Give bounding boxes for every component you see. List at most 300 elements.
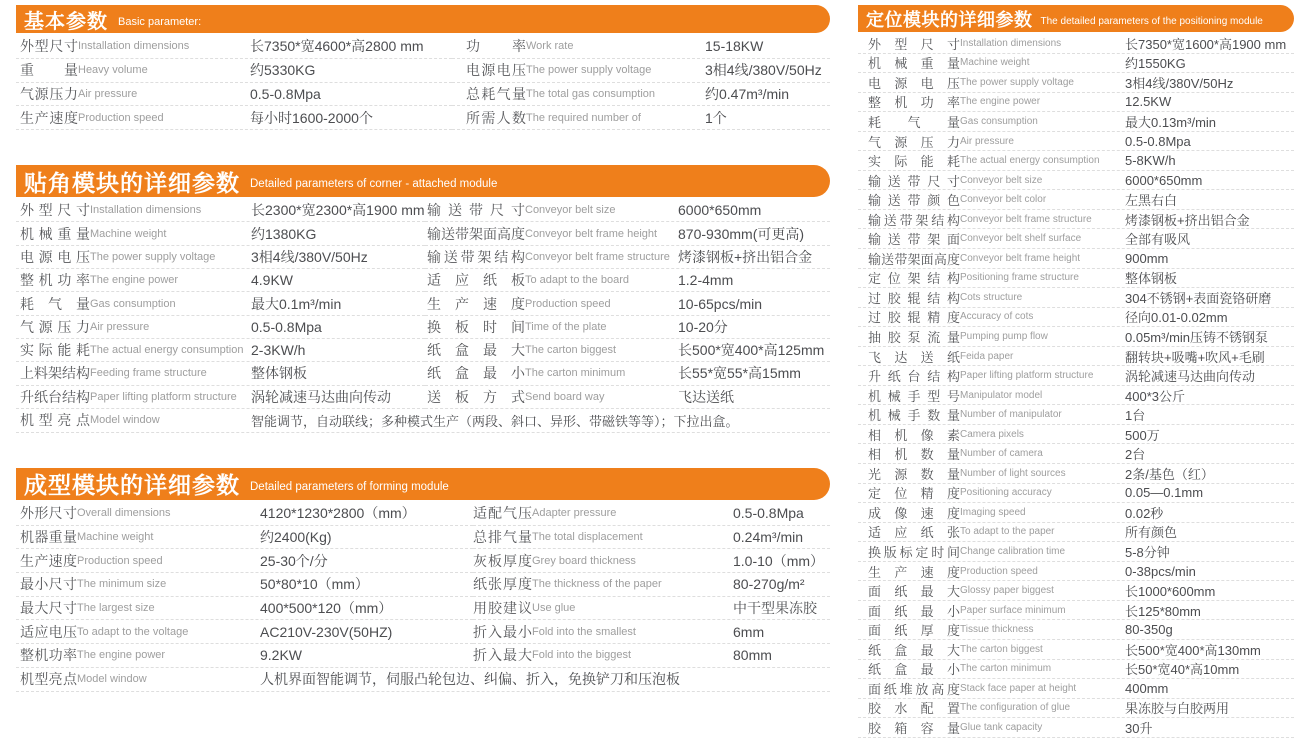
- param-label-zh: 重量: [20, 62, 78, 79]
- param-label-en: The carton minimum: [960, 663, 1052, 675]
- param-label-en: Installation dimensions: [90, 204, 202, 217]
- section-corner-module: [16, 165, 830, 433]
- param-label-en: The configuration of glue: [960, 702, 1071, 714]
- corner-left-rows: [16, 199, 425, 409]
- param-label-zh: 适应纸板: [427, 272, 525, 289]
- param-label-en: Positioning accuracy: [960, 487, 1052, 499]
- param-label-en: Feida paper: [960, 350, 1014, 362]
- param-label-zh: 耗气量: [20, 295, 90, 312]
- param-label-en: Number of camera: [960, 448, 1043, 460]
- param-value: 0.05—0.1mm: [1125, 485, 1204, 501]
- param-label-zh: 用胶建议: [473, 599, 532, 616]
- param-label-en: Imaging speed: [960, 506, 1026, 518]
- section-forming-header: [16, 468, 830, 500]
- param-label-en: The power supply voltage: [526, 64, 652, 77]
- param-label-en: Air pressure: [960, 135, 1014, 147]
- param-label-zh: 面纸厚度: [868, 623, 960, 639]
- spec-row: [452, 106, 830, 130]
- param-label-en: The engine power: [960, 96, 1041, 108]
- section-title-en: Basic parameter:: [118, 16, 202, 28]
- param-label-zh: 输送带颜色: [868, 193, 960, 209]
- param-value: 全部有吸风: [1125, 232, 1191, 248]
- param-label-en: The minimum size: [77, 578, 167, 591]
- param-label-zh: 机器重量: [20, 528, 77, 545]
- param-value: 6000*650mm: [678, 202, 762, 219]
- param-value: 最大0.1m³/min: [251, 295, 342, 312]
- param-label-en: The power supply voltage: [90, 250, 216, 263]
- param-value: 约2400(Kg): [260, 528, 332, 545]
- param-label-zh: 耗气量: [868, 114, 960, 130]
- param-label-en: Production speed: [525, 297, 611, 310]
- param-value: 约1550KG: [1125, 56, 1186, 72]
- spec-row: [858, 562, 1294, 582]
- param-label-en: The power supply voltage: [960, 76, 1074, 88]
- spec-row: [16, 549, 473, 573]
- corner-right-rows: [425, 199, 830, 409]
- param-value: 长7350*宽1600*高1900 mm: [1125, 36, 1287, 52]
- param-label-en: The total displacement: [532, 530, 643, 543]
- spec-row: [858, 249, 1294, 269]
- param-label-zh: 过胶辊精度: [868, 310, 960, 326]
- spec-row: [858, 444, 1294, 464]
- param-value: 0.05m³/min压铸不锈钢泵: [1125, 329, 1269, 345]
- section-forming-module: [16, 468, 830, 692]
- spec-row: [858, 210, 1294, 230]
- spec-row: [858, 718, 1294, 738]
- spec-row: [858, 190, 1294, 210]
- right-column: [858, 5, 1294, 738]
- param-label-zh: 纸张厚度: [473, 576, 532, 593]
- spec-row: [858, 34, 1294, 54]
- section-title-en: Detailed parameters of forming module: [250, 480, 449, 493]
- param-label-en: Paper lifting platform structure: [90, 390, 237, 403]
- param-label-zh: 折入最小: [473, 623, 532, 640]
- spec-row: [16, 199, 425, 222]
- param-label-zh: 最大尺寸: [20, 599, 77, 616]
- param-label-en: Fold into the biggest: [532, 649, 632, 662]
- spec-row: [425, 316, 830, 339]
- param-value: 500万: [1125, 427, 1160, 443]
- spec-row: [425, 269, 830, 292]
- param-label-en: The required number of: [526, 111, 641, 124]
- param-label-en: The carton biggest: [960, 643, 1043, 655]
- forming-right-rows: [473, 502, 830, 668]
- param-value: 0.5-0.8Mpa: [733, 505, 804, 522]
- spec-row: [425, 292, 830, 315]
- param-value: 2-3KW/h: [251, 342, 306, 359]
- spec-row: [425, 362, 830, 385]
- param-label-en: To adapt to the paper: [960, 526, 1055, 538]
- spec-row: [16, 620, 473, 644]
- spec-row: [858, 229, 1294, 249]
- spec-row: [16, 526, 473, 550]
- param-value: 0.5-0.8Mpa: [250, 85, 321, 102]
- param-label-en: The carton biggest: [525, 344, 617, 357]
- param-label-zh: 输送带架结构: [868, 212, 960, 228]
- param-label-zh: 输送带架面: [868, 232, 960, 248]
- param-label-en: The thickness of the paper: [532, 578, 662, 591]
- spec-row: [858, 366, 1294, 386]
- param-label-en: Air pressure: [90, 320, 150, 333]
- param-value: 所有颜色: [1125, 525, 1178, 541]
- section-basic: [16, 5, 830, 130]
- param-label-en: Stack face paper at height: [960, 682, 1077, 694]
- param-label-zh: 生产速度: [20, 109, 78, 126]
- spec-row: [858, 640, 1294, 660]
- param-value: 80-350g: [1125, 622, 1173, 638]
- section-title-en: The detailed parameters of the positioning module: [1040, 16, 1263, 27]
- param-label-zh: 机械手型号: [868, 388, 960, 404]
- param-label-en: Gas consumption: [960, 115, 1038, 127]
- param-label-en: Send board way: [525, 390, 605, 403]
- param-value: 4.9KW: [251, 272, 294, 289]
- param-label-zh: 升纸台结构: [20, 388, 90, 405]
- param-value: 智能调节，自动联线；多种模式生产（两段、斜口、异形、带磁铁等等）；下拉出盒。: [251, 413, 739, 429]
- param-label-en: Use glue: [532, 601, 576, 614]
- spec-row: [473, 502, 830, 526]
- spec-row: [858, 405, 1294, 425]
- spec-row: [858, 327, 1294, 347]
- param-label-en: Pumping pump flow: [960, 330, 1048, 342]
- param-label-zh: 电源电压: [20, 248, 90, 265]
- basic-left-rows: [16, 35, 452, 130]
- param-value: 400*500*120（mm）: [260, 599, 393, 616]
- param-value: 30升: [1125, 720, 1153, 736]
- param-label-en: Gas consumption: [90, 297, 176, 310]
- spec-row: [858, 269, 1294, 289]
- param-value: 3相4线/380V/50Hz: [1125, 75, 1234, 91]
- param-label-en: Installation dimensions: [960, 37, 1062, 49]
- param-value: AC210V-230V(50HZ): [260, 623, 393, 640]
- spec-row: [858, 308, 1294, 328]
- spec-row: [858, 54, 1294, 74]
- param-label-en: Conveyor belt frame height: [525, 227, 658, 240]
- param-value: 长500*宽400*高125mm: [678, 342, 825, 359]
- spec-row: [16, 502, 473, 526]
- param-label-zh: 电源电压: [868, 75, 960, 91]
- param-label-en: Production speed: [77, 554, 163, 567]
- spec-row: [473, 644, 830, 668]
- spec-row: [16, 339, 425, 362]
- param-value: 50*80*10（mm）: [260, 576, 369, 593]
- param-label-en: Change calibration time: [960, 545, 1066, 557]
- section-title-zh: 基本参数: [24, 10, 108, 33]
- spec-row: [16, 597, 473, 621]
- param-value: 2条/基色（红）: [1125, 466, 1214, 482]
- param-label-en: Accuracy of cots: [960, 311, 1034, 323]
- model-highlight-row: [16, 668, 830, 692]
- param-value: 0-38pcs/min: [1125, 563, 1196, 579]
- spec-row: [452, 83, 830, 107]
- spec-row: [858, 386, 1294, 406]
- param-label-zh: 整机功率: [868, 95, 960, 111]
- param-value: 1.0-10（mm）: [733, 552, 825, 569]
- param-label-en: Model window: [90, 414, 160, 427]
- param-value: 1.2-4mm: [678, 272, 734, 289]
- spec-row: [858, 484, 1294, 504]
- section-corner-header: [16, 165, 830, 197]
- param-value: 整体钢板: [1125, 271, 1178, 287]
- param-value: 烤漆钢板+挤出铝合金: [678, 248, 813, 265]
- param-label-zh: 所需人数: [466, 109, 526, 126]
- left-column: [16, 5, 830, 692]
- param-label-en: Feeding frame structure: [90, 367, 207, 380]
- param-value: 15-18KW: [705, 38, 764, 55]
- param-label-zh: 外型尺寸: [20, 38, 78, 55]
- param-label-en: Number of manipulator: [960, 409, 1062, 421]
- spec-row: [858, 347, 1294, 367]
- spec-row: [16, 316, 425, 339]
- param-label-zh: 输送带尺寸: [427, 202, 525, 219]
- param-value: 400*3公斤: [1125, 388, 1185, 404]
- param-label-zh: 面纸最大: [868, 584, 960, 600]
- param-label-zh: 生产速度: [20, 552, 77, 569]
- param-label-zh: 实际能耗: [20, 342, 90, 359]
- param-label-en: Conveyor belt size: [960, 174, 1043, 186]
- param-label-en: Machine weight: [960, 57, 1030, 69]
- basic-right-rows: [452, 35, 830, 130]
- param-label-en: Paper lifting platform structure: [960, 370, 1094, 382]
- param-label-zh: 机械手数量: [868, 408, 960, 424]
- param-value: 长55*宽55*高15mm: [678, 365, 801, 382]
- param-label-en: To adapt to the board: [525, 274, 629, 287]
- param-label-en: Paper surface minimum: [960, 604, 1066, 616]
- param-label-en: Adapter pressure: [532, 507, 617, 520]
- param-label-zh: 灰板厚度: [473, 552, 532, 569]
- spec-row: [858, 151, 1294, 171]
- spec-row: [858, 425, 1294, 445]
- section-positioning-header: [858, 5, 1294, 32]
- param-value: 长125*80mm: [1125, 603, 1201, 619]
- spec-row: [16, 269, 425, 292]
- param-value: 25-30个/分: [260, 552, 328, 569]
- param-label-zh: 胶水配置: [868, 701, 960, 717]
- spec-row: [858, 93, 1294, 113]
- param-label-zh: 机型亮点: [20, 671, 77, 688]
- param-value: 径向0.01-0.02mm: [1125, 310, 1228, 326]
- spec-row: [858, 679, 1294, 699]
- param-label-zh: 外型尺寸: [868, 36, 960, 52]
- param-label-zh: 抽胶泵流量: [868, 329, 960, 345]
- param-label-zh: 定位架结构: [868, 271, 960, 287]
- param-label-en: Air pressure: [78, 87, 138, 100]
- param-label-zh: 升纸台结构: [868, 369, 960, 385]
- param-label-en: Grey board thickness: [532, 554, 636, 567]
- section-title-zh: 定位模块的详细参数: [866, 9, 1033, 30]
- param-label-zh: 光源数量: [868, 466, 960, 482]
- param-label-zh: 实际能耗: [868, 154, 960, 170]
- param-label-en: Work rate: [526, 40, 574, 53]
- param-label-en: Glossy paper biggest: [960, 585, 1054, 597]
- param-label-en: Time of the plate: [525, 320, 607, 333]
- param-label-zh: 输送带尺寸: [868, 173, 960, 189]
- spec-row: [16, 292, 425, 315]
- param-label-en: Overall dimensions: [77, 507, 171, 520]
- param-label-zh: 换板时间: [427, 318, 525, 335]
- param-label-zh: 飞达送纸: [868, 349, 960, 365]
- param-label-zh: 机型亮点: [20, 412, 90, 429]
- param-label-en: Fold into the smallest: [532, 625, 636, 638]
- param-value: 900mm: [1125, 250, 1169, 266]
- param-value: 0.5-0.8Mpa: [251, 318, 322, 335]
- param-label-zh: 输送带架面高度: [868, 251, 960, 267]
- param-label-en: Conveyor belt shelf surface: [960, 233, 1082, 245]
- spec-row: [16, 362, 425, 385]
- param-label-zh: 纸盒最小: [427, 365, 525, 382]
- param-value: 10-65pcs/min: [678, 295, 763, 312]
- param-label-zh: 整机功率: [20, 272, 90, 289]
- spec-row: [16, 386, 425, 409]
- param-value: 果冻胶与白胶两用: [1125, 701, 1230, 717]
- param-label-en: Conveyor belt frame structure: [525, 250, 670, 263]
- spec-row: [858, 601, 1294, 621]
- param-label-zh: 最小尺寸: [20, 576, 77, 593]
- param-value: 10-20分: [678, 318, 728, 335]
- param-value: 9.2KW: [260, 647, 303, 664]
- spec-row: [858, 620, 1294, 640]
- param-label-en: Glue tank capacity: [960, 721, 1043, 733]
- spec-row: [858, 464, 1294, 484]
- param-label-en: Cots structure: [960, 291, 1023, 303]
- spec-row: [473, 549, 830, 573]
- param-value: 80mm: [733, 647, 772, 664]
- param-label-en: The carton minimum: [525, 367, 626, 380]
- param-label-en: The engine power: [77, 649, 166, 662]
- param-label-zh: 纸盒最小: [868, 662, 960, 678]
- section-corner-table: [16, 199, 830, 433]
- param-value: 870-930mm(可更高): [678, 225, 805, 242]
- param-label-en: The actual energy consumption: [960, 155, 1100, 167]
- spec-row: [858, 288, 1294, 308]
- param-value: 5-8KW/h: [1125, 153, 1176, 169]
- param-label-en: The total gas consumption: [526, 87, 656, 100]
- param-value: 长50*宽40*高10mm: [1125, 662, 1240, 678]
- param-label-en: Machine weight: [90, 227, 167, 240]
- param-value: 4120*1230*2800（mm）: [260, 505, 416, 522]
- param-label-zh: 换版标定时间: [868, 545, 960, 560]
- param-label-en: Manipulator model: [960, 389, 1043, 401]
- param-label-zh: 气源压力: [20, 85, 78, 102]
- param-label-zh: 总耗气量: [466, 85, 526, 102]
- spec-row: [425, 339, 830, 362]
- param-value: 长1000*600mm: [1125, 584, 1216, 600]
- param-label-en: Machine weight: [77, 530, 154, 543]
- param-label-en: Conveyor belt frame structure: [960, 213, 1092, 225]
- spec-row: [16, 106, 452, 130]
- section-forming-table: [16, 502, 830, 692]
- spec-row: [858, 660, 1294, 680]
- param-value: 1台: [1125, 408, 1146, 424]
- spec-row: [452, 59, 830, 83]
- param-value: 3相4线/380V/50Hz: [251, 248, 368, 265]
- param-value: 整体钢板: [251, 365, 307, 382]
- param-label-zh: 机械重量: [20, 225, 90, 242]
- param-label-en: The actual energy consumption: [90, 344, 244, 357]
- spec-row: [425, 246, 830, 269]
- spec-row: [473, 526, 830, 550]
- param-label-zh: 生产速度: [868, 564, 960, 580]
- param-value: 最大0.13m³/min: [1125, 114, 1217, 130]
- param-label-zh: 输送带架面高度: [427, 225, 525, 242]
- param-label-en: Conveyor belt size: [525, 204, 616, 217]
- param-value: 80-270g/m²: [733, 576, 805, 593]
- param-label-en: To adapt to the voltage: [77, 625, 189, 638]
- param-label-zh: 气源压力: [868, 134, 960, 150]
- param-label-zh: 送板方式: [427, 388, 525, 405]
- param-label-zh: 面纸堆放高度: [868, 681, 960, 697]
- param-label-zh: 纸盒最大: [868, 642, 960, 658]
- param-value: 长2300*宽2300*高1900 mm: [251, 202, 425, 219]
- param-label-zh: 电源电压: [466, 62, 526, 79]
- param-value: 6mm: [733, 623, 765, 640]
- param-value: 6000*650mm: [1125, 172, 1203, 188]
- param-label-zh: 外型尺寸: [20, 202, 90, 219]
- param-label-en: Model window: [77, 673, 147, 686]
- param-value: 3相4线/380V/50Hz: [705, 62, 822, 79]
- spec-row: [16, 222, 425, 245]
- section-title-en: Detailed parameters of corner - attached module: [250, 178, 498, 191]
- spec-row: [858, 171, 1294, 191]
- param-value: 5-8分钟: [1125, 545, 1170, 560]
- param-label-zh: 整机功率: [20, 647, 77, 664]
- param-value: 400mm: [1125, 680, 1169, 696]
- param-label-zh: 胶箱容量: [868, 720, 960, 736]
- spec-row: [473, 620, 830, 644]
- param-label-zh: 过胶辊结构: [868, 290, 960, 306]
- param-value: 0.24m³/min: [733, 528, 804, 545]
- param-value: 涡轮减速马达曲向传动: [251, 388, 391, 405]
- spec-row: [425, 199, 830, 222]
- spec-row: [858, 503, 1294, 523]
- param-label-zh: 外形尺寸: [20, 505, 77, 522]
- spec-row: [858, 699, 1294, 719]
- param-label-zh: 适应纸张: [868, 525, 960, 541]
- param-label-zh: 定位精度: [868, 486, 960, 502]
- section-title-zh: 贴角模块的详细参数: [24, 169, 240, 196]
- model-highlight-row: [16, 409, 830, 433]
- spec-row: [16, 35, 452, 59]
- param-label-zh: 功率: [466, 38, 526, 55]
- param-value: 涡轮减速马达曲向传动: [1125, 369, 1256, 385]
- spec-row: [473, 597, 830, 621]
- param-label-zh: 折入最大: [473, 647, 532, 664]
- spec-row: [473, 573, 830, 597]
- param-label-zh: 相机数量: [868, 447, 960, 463]
- param-label-zh: 输送带架结构: [427, 248, 525, 265]
- param-label-zh: 适应电压: [20, 623, 77, 640]
- param-label-en: Production speed: [78, 111, 164, 124]
- param-value: 约0.47m³/min: [705, 85, 790, 102]
- param-value: 每小时1600-2000个: [250, 109, 373, 126]
- param-value: 约1380KG: [251, 225, 317, 242]
- spec-row: [858, 523, 1294, 543]
- param-label-en: Production speed: [960, 565, 1038, 577]
- spec-row: [16, 59, 452, 83]
- param-value: 中干型果冻胶: [733, 599, 817, 616]
- param-label-en: Camera pixels: [960, 428, 1024, 440]
- param-label-en: Conveyor belt frame height: [960, 252, 1081, 264]
- param-label-en: Installation dimensions: [78, 40, 190, 53]
- param-value: 人机界面智能调节，伺服凸轮包边、纠偏、折入，免换铲刀和压泡板: [260, 671, 680, 688]
- spec-row: [16, 573, 473, 597]
- param-label-en: The engine power: [90, 274, 179, 287]
- param-value: 烤漆钢板+挤出铝合金: [1125, 212, 1250, 228]
- param-value: 0.5-0.8Mpa: [1125, 133, 1191, 149]
- spec-row: [16, 246, 425, 269]
- spec-row: [858, 73, 1294, 93]
- param-label-zh: 面纸最小: [868, 603, 960, 619]
- spec-row: [16, 83, 452, 107]
